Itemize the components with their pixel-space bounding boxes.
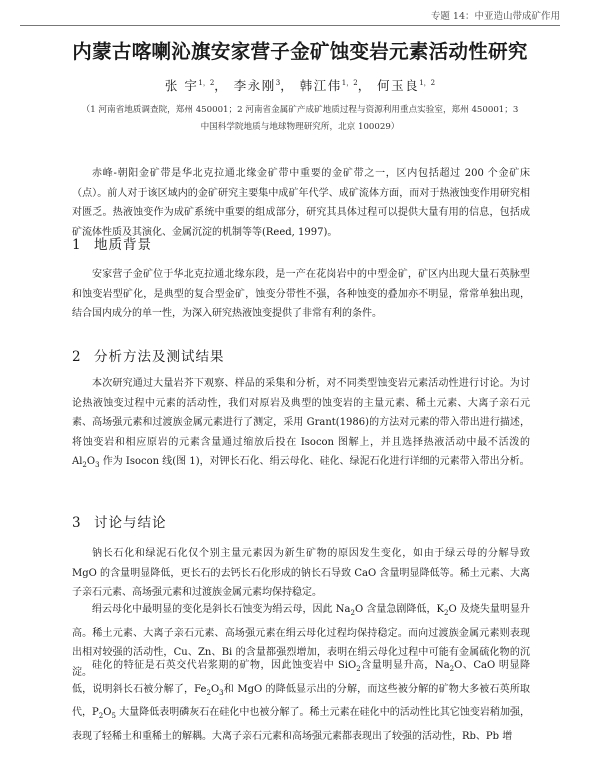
section-heading-discussion xyxy=(72,511,167,531)
running-head: 专题 14：中亚造山带成矿作用 xyxy=(20,8,560,26)
text-run: O xyxy=(103,707,112,718)
text-run: O、CaO 明显降低，说明斜长石被分解了，Fe xyxy=(72,660,530,695)
subscript: 2 xyxy=(449,665,455,673)
author-name: 张 宇 xyxy=(164,78,199,93)
section-heading-geology xyxy=(72,233,152,253)
text-run: 作为 Isocon 线(图 1)，对钾长石化、绢云母化、硅化、绿泥石化进行详细的元素带入带出分析。 xyxy=(99,456,530,467)
text-run: 硅化的特征是石英交代岩浆期的矿物，因此蚀变岩中 SiO xyxy=(92,660,357,671)
methods-paragraph xyxy=(72,374,530,476)
section-title: 地质背景 xyxy=(94,237,152,253)
section-heading-methods xyxy=(72,345,225,365)
subscript: 2 xyxy=(206,688,211,697)
subscript: 2 xyxy=(443,609,449,617)
author-affil-mark: 3 xyxy=(275,78,281,87)
affiliations xyxy=(60,102,540,136)
subscript: 2 xyxy=(356,665,361,673)
author-name: 何玉良 xyxy=(377,78,420,93)
author-affil-mark: 1，2 xyxy=(419,78,436,87)
subscript: 3 xyxy=(95,461,100,469)
affiliation-line-2: 中国科学院地质与地球物理研究所，北京 100029） xyxy=(200,122,400,132)
affiliation-line-1: （1 河南省地质调查院，郑州 450001；2 河南省金属矿产成矿地质过程与资源利用重点实验室，郑州 450001；3 xyxy=(81,105,519,115)
text-run: 含量明显升高，Na xyxy=(360,660,450,671)
subscript: 5 xyxy=(111,712,116,720)
subscript: 2 xyxy=(350,609,355,617)
intro-paragraph: 赤峰-朝阳金矿带是华北克拉通北缘金矿带中重要的金矿带之一，区内包括超过 200 个金矿床（点）。前人对于该区域内的金矿研究主要集中成矿年代学、成矿流体方面，而对于热液蚀变作用研究相对匮乏。热液蚀变作为成矿系统中重要的组成部分，研究其具体过程可以提供大量有用的信息，包括成矿流体性质及其演化、金属沉淀的机制等等(Reed, 1997)。 xyxy=(72,168,530,238)
author-name: 李永刚 xyxy=(233,78,276,93)
author-name: 韩江伟 xyxy=(299,78,342,93)
author-affil-mark: 1，2 xyxy=(198,78,215,87)
section-title: 分析方法及测试结果 xyxy=(94,349,225,365)
author-list: 张 宇$^{1,2}$， 李永刚$^3$， 韩江伟$^{1,2}$， 何玉良$^{1,2}$ xyxy=(164,78,436,93)
text-run: O 含量急剧降低，K xyxy=(354,604,444,615)
text-run: 本次研究通过大量岩芥下观察、样品的采集和分析，对不同类型蚀变岩元素活动性进行讨论。为讨论热液蚀变过程中元素的活动性，我们对原岩及典型的蚀变岩的主量元素、稀土元素、大离子亲石元素、高场强元素和过渡族金属元素进行了测定，采用 Grant(1986)的方法对元素的带入带出进行描述，将蚀变岩和相应原岩的元素含量通过缩放后投在 Isocon 图解上，并且选择热液活动中最不活泼的 Al xyxy=(72,378,530,467)
subscript: 2 xyxy=(98,712,104,720)
subscript: 2 xyxy=(82,461,87,469)
section-number: 3 xyxy=(72,515,82,531)
text-run: O xyxy=(210,683,220,695)
text-run: O 及烧失量明显升高。稀土元素、大离子亲石元素、高场强元素在绢云母化过程均保持稳定。而向过渡族金属元素则表现出相对较强的活动性，Cu、Zn、Bi 的含量都强烈增加，表明在绢云母化过程中可能有金属硫化物的沉淀。 xyxy=(72,604,530,678)
paper-title: 内蒙古喀喇沁旗安家营子金矿蚀变岩元素活动性研究 xyxy=(72,40,528,63)
author-affil-mark: 1，2 xyxy=(341,78,358,87)
section-number: 1 xyxy=(72,237,82,253)
section-number: 2 xyxy=(72,349,82,365)
discussion-paragraph-3 xyxy=(72,656,530,746)
text-run: 和 MgO 的降低显示出的分解，而这些被分解的矿物大多被石英所取代，P xyxy=(72,683,530,718)
section-title: 讨论与结论 xyxy=(94,515,167,531)
discussion-paragraph-1: 钠长石化和绿泥石化仅个别主量元素因为新生矿物的原因发生变化，如由于绿云母的分解导致 MgO 的含量明显降低，更长石的去钙长石化形成的钠长石导致 CaO 含量明显降低等。稀土元素、大离子亲石元素、高场强元素和过渡族金属元素均保持稳定。 xyxy=(72,548,530,598)
text-run: 大量降低表明磷灰石在硅化中也被分解了。稀土元素在硅化中的活动性比其它蚀变岩稍加强，表现了轻稀土和重稀土的解耦。大离子亲石元素和高场强元素都表现出了较强的活动性，Rb、Pb 增 xyxy=(72,707,530,742)
text-run: O xyxy=(86,456,96,467)
geology-paragraph: 安家营子金矿位于华北克拉通北缘东段，是一产在花岗岩中的中型金矿，矿区内出现大量石英脉型和蚀变岩型矿化，是典型的复合型金矿，蚀变分带性不强，各种蚀变的叠加亦不明显，常常单独出现，结合国内成分的单一性，为深入研究热液蚀变提供了非常有利的条件。 xyxy=(72,269,530,319)
text-run: 绢云母化中最明显的变化是斜长石蚀变为绢云母，因此 Na xyxy=(92,604,351,615)
subscript: 3 xyxy=(219,688,224,697)
